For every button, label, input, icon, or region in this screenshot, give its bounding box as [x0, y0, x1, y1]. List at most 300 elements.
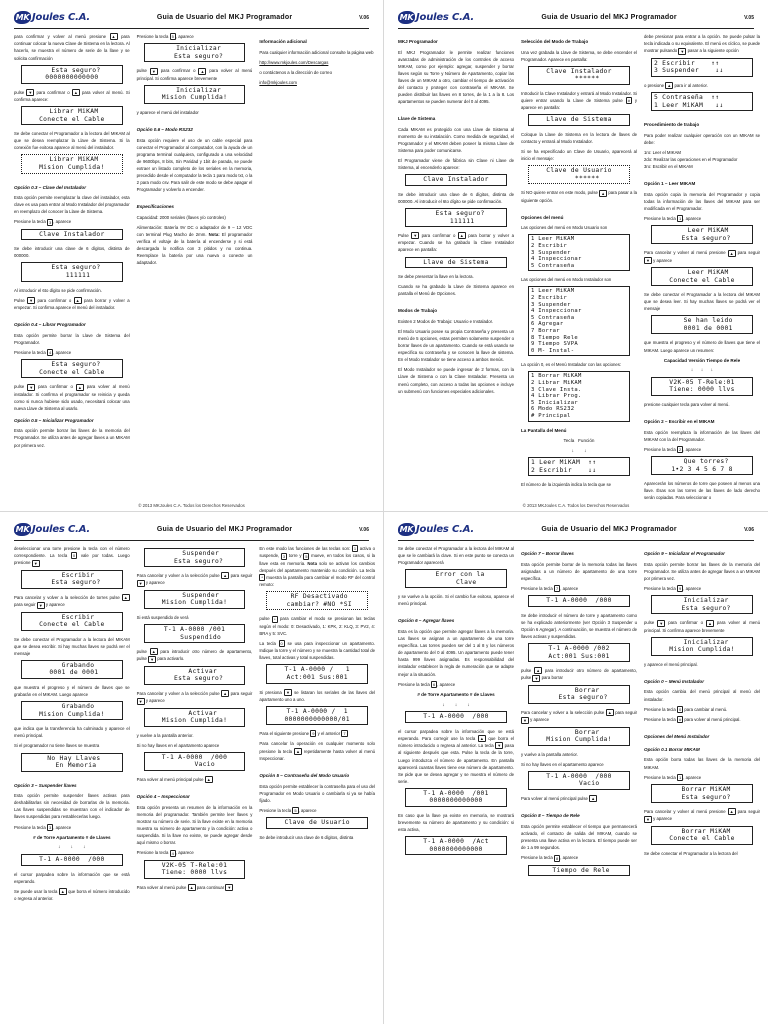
text-run: para volver al menú instalador. Si confirma el programador se reinicia y queda como si nunca hubiese sido usado, necesitará colocar una nueva Llave de Sistema al usarlo. [14, 384, 130, 411]
lcd-display: T-1 A-0000 /002 Act:001 Sus:001 [528, 643, 630, 662]
paragraph [398, 728, 514, 785]
key-down: ▼ [534, 675, 539, 681]
column-1 [398, 33, 514, 497]
text-run: Nota: [208, 232, 220, 237]
key-5: 5 [294, 808, 297, 814]
text-run: , aparece [175, 34, 194, 39]
column-2 [521, 33, 637, 497]
logo-text: Joules C.A. [32, 12, 91, 23]
lcd-display: Grabando Mision Cumplida! [21, 701, 123, 720]
version-label: V.06 [359, 14, 369, 21]
key-0: 0 [280, 641, 283, 647]
key-1: 1 [678, 216, 682, 222]
menu-list-display: 1 Leer MiKAM 2 Escribir 3 Suspender 4 Inspeccionar 5 Contraseña 6 Agregar 7 Borrar 8 Tiempo Rele 9 Tiempo SVPA 0 M- Instal- [528, 286, 630, 356]
key-down: ▼ [151, 68, 156, 74]
paragraph [137, 33, 253, 40]
text-run: En este modo las funciones de las teclas son: [259, 546, 351, 551]
lcd-display: T-1 A-0000 /001 0000000000000 [405, 788, 507, 807]
page-top-left [0, 0, 384, 512]
column-3 [644, 33, 760, 501]
text-run: Para cancelar y volver a la selección pulse [136, 690, 220, 696]
paragraph: Cada MIKAM es protegido con una Llave de Sistema al momento de su instalación. Como medida de seguridad, el Programador y el MIKAM deben poseer la misma Llave de Sistema para poder comunicarse. [398, 126, 514, 154]
paragraph [521, 854, 637, 861]
column-1 [14, 33, 130, 497]
lcd-display: No Hay Llaves En Memoria [21, 753, 123, 772]
logo-badge: MK [399, 525, 414, 534]
paragraph: Las opciones del menú en Modo Instalador son [521, 277, 612, 283]
paragraph: Si se ha especificado un Clave de Usuario, aparecerá al inicio el mensaje: [521, 149, 637, 162]
paragraph: Capacidad: 2000 seriales (llaves y/o controles) [136, 214, 226, 220]
text-run: Presione la tecla [521, 855, 553, 861]
text-run: Para volver al menú pulse [136, 884, 187, 890]
text-run: deseleccionar una torre presione la tecla con el número correspondiente. La tecla [14, 546, 130, 559]
paragraph [644, 249, 760, 264]
key-up: ▲ [479, 736, 484, 742]
paragraph: Esta opción permite reemplazar la clave del instalador, esta clave es usa para entrar al Modo Instalador del programador en reemplazo del conocer la Llave de Sistema. [14, 195, 130, 215]
lcd-display: Suspender Mision Cumplida! [144, 590, 246, 609]
key-up: ▲ [206, 777, 211, 783]
key-7: 7 [555, 586, 559, 592]
text-run: Para volver al menú principal pulse [521, 796, 588, 801]
text-run: , aparece [175, 850, 194, 856]
text-run: activa o suspende, [259, 546, 376, 559]
section-heading: Opción 0.3 – Clave del Instalador [14, 184, 86, 190]
paragraph: que muestra el progreso y el número de llaves que se grabarán en el MIKAM. Luego aparece [14, 685, 130, 698]
text-run: para pasar a la siguiente opción. [521, 190, 637, 203]
text-run: para volver al menú principal. [684, 716, 741, 722]
paragraph [644, 774, 760, 781]
section-heading: Modos de Trabajo [398, 308, 438, 314]
section-heading: Selección del Modo de Trabajo [521, 39, 589, 44]
page-bottom-right [384, 512, 768, 1024]
paragraph: Esta opción permite establecer el tiempo que permanecerá activado, el contacto de salida del MIKAM, cuando se presenta una llave activa en la lectora. El tiempo puede ser de 1 a 99 segundos. [521, 823, 637, 851]
key-4: 4 [48, 350, 52, 356]
paragraph: 1ro: Leer el MIKAM 2do: Realizar las operaciones en el Programador 3ro: Escribir en el MIKAM [644, 149, 738, 169]
paragraph [521, 585, 637, 592]
text-run: para volver al menú principal. Si confirma aparece brevemente [644, 620, 760, 633]
text-run: , aparece [683, 774, 702, 780]
page-header [398, 519, 754, 541]
lcd-display: Activar Esta seguro? [144, 666, 246, 685]
key-up: ▲ [667, 82, 672, 88]
paragraph: El Modo Usuario posee su propia Contraseña y presenta un menú de 5 opciones, estas permiten solamente suspender o borrar llaves de un apartamento. Cuando se está usando se especifica su contraseña y se conocen la llave de sistema. En el Modo Instalador se tiene acceso a ambos menús. [398, 329, 514, 363]
paragraph: Si el programador no tiene llaves se muestra [14, 743, 100, 749]
text-run: para confirmar o [36, 89, 70, 95]
paragraph [14, 297, 130, 311]
text-run: , aparece [560, 855, 579, 861]
paragraph: Se debe introducir el número de torre y apartamento como se ha explicado anteriormente (ver Opción 3 Suspender u Opción 6 Agregar). A continuación, se muestra el número de llaves activas y suspendidas. [521, 612, 637, 639]
text-run: para confirmar o [160, 68, 196, 74]
text-run: para borrar y volver a empezar. Cuando se ha grabado la Clave Instalador aparece en pantalla: [398, 233, 514, 253]
caption: Tecla Función [563, 438, 595, 444]
lcd-display: Llave de Sistema [528, 114, 630, 126]
text-run: Presione la tecla [14, 219, 46, 225]
key-7: 7 [343, 731, 346, 737]
column-2 [521, 545, 637, 1010]
paragraph: y vuelve a la pantalla anterior. [521, 751, 578, 757]
paragraph: Esta opción reemplaza la información de las llaves del MIKAM con la del Programador. [644, 429, 760, 442]
lcd-display: Escribir Esta seguro? [21, 570, 123, 589]
paragraph: Esta opción permite borrar las llaves de la memoria del Programador. Se utiliza antes de agregar llaves a un MIKAM por primera vez. [644, 561, 760, 581]
lcd-display: T-1 A-0000 /Act 0000000000000 [405, 836, 507, 855]
paragraph: Esta opción borra todas las llaves de la memoria del MIKAM. [644, 757, 760, 770]
text-run: , aparece [683, 215, 702, 221]
section-heading: Opción 8 – Tiempo de Rele [521, 813, 580, 819]
email-link[interactable]: info@mkjoules.com [259, 79, 297, 85]
logo-text: Joules C.A. [416, 524, 475, 535]
page-header [14, 7, 369, 29]
text-run: Presione la tecla [644, 585, 676, 591]
paragraph: presione cualquier tecla para volver al menú. [644, 401, 730, 407]
paragraph [14, 594, 130, 609]
text-run: , aparece [560, 585, 579, 591]
paragraph [259, 740, 375, 762]
section-heading: Información adicional [259, 39, 307, 44]
paragraph: El número de la izquierda indica la tecla que se [521, 482, 612, 488]
section-heading: Especificaciones [136, 204, 174, 210]
paragraph [521, 90, 637, 112]
page-footer: © 2013 MKJoules C.A. Todos los Derechos Reservados [138, 503, 245, 508]
text-run: que borra el número introducido o regresa al anterior. La tecla [398, 735, 514, 749]
paragraph [644, 706, 760, 713]
key-up: ▲ [123, 595, 128, 601]
paragraph: Esta opción permite borrar la Llave de Sistema del Programador. [14, 332, 130, 345]
key-3: 3 [282, 553, 286, 559]
text-run: , aparece [53, 824, 72, 830]
text-run: para continuar [196, 884, 225, 890]
mkjoules-logo [398, 11, 474, 24]
text-run: debe presionar para entrar a la opción. Se puede pulsar la tecla indicada o su equivalente. El menú es cíclico, se puede mostrar pulsando [644, 34, 760, 54]
key-down: ▼ [646, 258, 650, 264]
text-run: Alimentación: Batería 9V DC o adaptador de 9 – 12 VDC con terminal Plug Macho de 2mm. [136, 224, 253, 237]
lcd-display: T-1 A-0000 /000 Vacio [144, 752, 246, 771]
paragraph [259, 730, 375, 737]
text-run: pulse [14, 384, 25, 390]
text-run: para seguir [230, 690, 253, 696]
paragraph: Esta opción copia la memoria del Programador y copia todas la información de las llaves del MIKAM para ser modificada en el Programador. [644, 191, 760, 211]
text-run: , aparece [437, 681, 456, 687]
text-run: Presione la tecla [521, 585, 553, 591]
paragraph: Se debe introducir una clave de 6 dígitos, distinta [259, 834, 354, 840]
text-run: Pulse [398, 233, 409, 239]
paragraph: y aparece el menú principal. [644, 661, 698, 667]
lcd-display: T-1 A-0000 /001 Suspendido [144, 624, 246, 643]
mkjoules-logo [398, 523, 474, 536]
key-2: 2 [678, 447, 682, 453]
key-up: ▲ [295, 748, 300, 754]
key-up: ▲ [75, 297, 80, 303]
lcd-display: Clave de Usuario ****** [528, 165, 630, 184]
lcd-display: T-1 A-0000 /000 Vacio [528, 771, 630, 790]
text-run: , aparece [683, 446, 702, 452]
page-bottom-left [0, 512, 384, 1024]
section-heading: Procedimiento de trabajo [644, 122, 700, 128]
text-run: para confirmar y volver al menú presione [14, 34, 106, 39]
text-run: Pulse [14, 297, 25, 303]
page-footer: © 2013 MKJoules C.A. Todos los Derechos Reservados [522, 503, 630, 508]
paragraph [137, 648, 253, 663]
paragraph: y vuelve a la pantalla anterior. [136, 732, 194, 738]
lcd-display: Clave Instalador [21, 229, 123, 241]
key-5: 5 [171, 34, 174, 40]
text-run: Presione la tecla [644, 446, 676, 452]
paragraph: El Modo Instalador se puede ingresar de 2 formas, con la Llave de Sistema o con la Clave Instalador. Presenta un menú completo, con acceso a todas las opciones e incluye un submenú con funciones especiales adicionales. [398, 367, 514, 394]
key-down: ▼ [33, 560, 38, 566]
lcd-display: Clave Instalador ****** [528, 66, 630, 85]
key-up: ▲ [729, 250, 734, 256]
text-run: repetidamente hasta volver al menú Inspeccionar. [259, 748, 375, 761]
text-run: para confirmar o [37, 297, 72, 303]
section-heading: Opción 1 – Leer MIKAM [644, 181, 696, 187]
text-run: Si presiona [259, 689, 282, 695]
logo-text: Joules C.A. [32, 524, 91, 535]
lcd-display: 5 Contraseña ↑↑ 1 Leer MiKAM ↓↓ [651, 92, 753, 111]
paragraph [137, 849, 253, 856]
text-run: y aparece [145, 580, 165, 586]
mkjoules-logo [14, 11, 90, 24]
caption: # de Torre Apartamento # de Llaves [33, 834, 111, 840]
text-run: para cambiar al menú. [684, 706, 728, 712]
section-heading: Opción 0.5 – Inicializar Programador [14, 417, 94, 423]
paragraph: el cursor parpadea sobre la información que se está esperando. [14, 871, 130, 884]
text-run: torre y [288, 553, 302, 559]
paragraph: Si no hay llaves en el apartamento aparece [521, 761, 604, 767]
website-link[interactable]: http://www.mkjoules.com/Descargas [259, 59, 329, 65]
column-2 [137, 545, 253, 1010]
key-down: ▼ [38, 602, 43, 608]
text-run: Para volver al menú principal pulse [136, 776, 204, 782]
caption: # de Torre Apartamento # de Llaves [417, 691, 495, 697]
lcd-display: Borrar MiKAM Conecte el Cable [651, 826, 753, 845]
lcd-display: Librar MiKAM Conecte el Cable [21, 106, 123, 125]
paragraph [644, 716, 760, 723]
paragraph [137, 690, 253, 705]
text-run: y aparece [45, 602, 65, 608]
key-down: ▼ [413, 233, 418, 239]
paragraph: Se debe conectar el Programador a la lectora del [644, 850, 738, 856]
paragraph [259, 545, 375, 588]
section-heading: Llave de Sistema [398, 116, 436, 122]
column-3 [644, 545, 760, 1010]
lcd-display: Inicializar Esta seguro? [144, 43, 246, 62]
paragraph [137, 776, 253, 783]
key-up: ▲ [707, 620, 712, 626]
key-down: ▼ [646, 816, 650, 822]
paragraph [398, 232, 514, 254]
text-run: pasar a la siguiente opción [687, 48, 739, 54]
paragraph: Se debe presentar la llave en la lectora. [398, 274, 474, 280]
lcd-display: Inicializar Mision Cumplida! [144, 85, 246, 104]
text-run: para confirmar o [38, 384, 73, 390]
text-run: para seguir [737, 809, 760, 815]
paragraph [644, 619, 760, 633]
lcd-display: V2K-05 T-Rele:01 Tiene: 0000 llvs [144, 860, 246, 879]
caption-arrows: ↓ ↓ ↓ [58, 844, 86, 850]
text-run: solo se activan los cambios después del apartamento mantenido su condición. La tecla [259, 560, 376, 573]
text-run: y aparece [653, 257, 673, 263]
lcd-display: 2 Escribir ↑↑ 3 Suspender ↓↓ [651, 58, 753, 77]
text-run: Para cancelar y volver al menú presione [644, 250, 726, 256]
paragraph [14, 89, 130, 103]
page-title: Guia de Usuario del MKJ Programador [156, 14, 293, 21]
text-run: La tecla [259, 640, 276, 646]
text-run: Si NO quiere entrar en este modo, pulse [521, 190, 598, 196]
lcd-display: Grabando 0001 de 0001 [21, 660, 123, 679]
paragraph: La opción 0, es el Menú Instalador con las opciones: [521, 362, 622, 368]
lcd-display: T-1 A-0000 /000 [21, 854, 123, 866]
text-run: para cambiar el modo se presionan las teclas según el modo: 0: Desactivado, 1: KPK, 2: KLQ, 3: PV2, 4: BRA y 5: SVC. [259, 616, 376, 636]
text-run: y aparece en pantalla: [521, 97, 637, 111]
paragraph [137, 572, 253, 587]
key-down: ▼ [286, 689, 290, 695]
lcd-display: Borrar Esta seguro? [528, 685, 630, 704]
key-up: ▲ [111, 34, 116, 40]
logo-badge: MK [399, 13, 414, 22]
key-down: ▼ [29, 384, 34, 390]
section-heading: Opción 0.4 – Librar Programador [14, 322, 86, 328]
lcd-display: Inicializar Mision Cumplida! [651, 637, 753, 656]
paragraph [644, 585, 760, 592]
lcd-display: Suspender Esta seguro? [144, 548, 246, 567]
lcd-display: T-1 A-0000 /000 [405, 711, 507, 723]
paragraph [137, 884, 253, 891]
key-down: ▼ [523, 717, 527, 723]
key-down: ▼ [227, 885, 232, 891]
key-0: 0 [72, 553, 76, 559]
lcd-display: V2K-05 T-Rele:01 Tiene: 0000 llvs [651, 377, 753, 396]
version-label: V.05 [744, 14, 754, 21]
paragraph: El MKJ Programador le permite realizar funciones avanzadas de administración de los controles de acceso MIKAM, como por ejemplo: agregar, suspender y borrar llaves según su Torre y Número de Apartamento, copiar las llaves de un MIKAM a otro, cambiar el tiempo de activación del contacto y proteger con contraseña el MIKAM. Se pueden distribuir las llaves en 8 torres, de la 1 a la 8. Los apartamentos se pueden numerar del 0 al 4095. [398, 49, 514, 105]
paragraph: Esta opción presenta un resumen de la información en la memoria del programador. También permite leer llaves y mostrar su número de serie. Si la llave existe en la memoria muestra su número de apartamento y la condición: activa o suspendida. Si la llave no existe, se puede agregar desde aquí mismo o borrar. [136, 804, 253, 846]
key-down: ▼ [150, 656, 155, 662]
paragraph [137, 67, 253, 81]
paragraph: Se debe conectar el Programador a la lectora del MIKAM al que se desea reemplazar la Llave de Sistema. Si la conexión fue exitosa aparece al menú del instalador. [14, 131, 130, 151]
text-run: para seguir [615, 709, 638, 715]
text-run: y el anterior [317, 731, 341, 737]
text-run: Para cancelar y volver a la selección pulse [136, 573, 220, 579]
text-run: Presione la tecla [644, 215, 676, 221]
key-down: ▼ [497, 743, 502, 749]
text-run: para borrar [541, 675, 563, 681]
paragraph: o contáctenos a la dirección de correo [259, 69, 332, 75]
key-up: ▲ [536, 668, 541, 674]
paragraph: Para cualquier información adicional consulte la página web [259, 49, 374, 55]
key-star: * [274, 616, 276, 622]
paragraph: Se debe introducir una clave de 6 dígitos, distinta de 000000. Al introducir el 6to dígito se pide confirmación. [398, 191, 514, 204]
paragraph [14, 33, 130, 62]
menu-list-display: 1 Leer MiKAM 2 Escribir 3 Suspender 4 Inspeccionar 5 Contraseña [528, 234, 630, 271]
text-run: para ir al anterior. [674, 82, 708, 88]
key-down: ▼ [29, 297, 34, 303]
paragraph [259, 615, 375, 637]
section-heading: La Pantalla del Menú [521, 427, 567, 433]
text-run: pulse [259, 616, 270, 622]
paragraph [521, 709, 637, 724]
page-header [14, 519, 369, 541]
column-1 [398, 545, 514, 1010]
paragraph: y se vuelve a la opción. Si el cambio fue exitoso, aparece el menú principal. [398, 594, 514, 607]
logo-badge: MK [15, 525, 30, 534]
lcd-display: Clave Instalador [405, 174, 507, 186]
paragraph: Para poder realizar cualquier operación con un MIKAM se debe: [644, 132, 760, 145]
paragraph: En caso que la llave ya existe en memoria, se mostrará brevemente su número de apartamento y su condición: si esta activa, [398, 812, 514, 833]
paragraph: Esta opción permite suspender llaves activas para deshabilitarlas sin necesidad de borrarlas de la memoria. Las llaves suspendidas se muestran con el indicador de llaves suspendidas para restablecerlas luego. [14, 793, 130, 820]
text-run: , aparece [53, 349, 72, 355]
text-run: Para cancelar la operación en cualquier momento solo presione la tecla [259, 741, 376, 754]
text-run: el cursor parpadea sobre la información que se está esperando. Para corregir use la tecla [398, 728, 514, 741]
paragraph: Esta opción permite establecer la contraseña para el uso del Programador en Modo Usuario o cambiarla si ya se había fijado. [259, 783, 376, 803]
paragraph [137, 224, 253, 266]
text-run: que borra el número introducido o regresa al anterior. [14, 888, 130, 902]
text-run: pulse [521, 668, 532, 674]
paragraph: Si no hay llaves en el apartamento aparece [136, 742, 220, 748]
lcd-display: Activar Mision Cumplida! [144, 708, 246, 727]
text-run: Presione la tecla [14, 349, 46, 355]
paragraph: que indica que la transferencia ha culminado y aparece el menú principal. [14, 726, 130, 739]
caption: Capacidad Versión Tiempo de Rele [663, 357, 741, 363]
section-heading: Opción 2 – Escribir en el MIKAM [644, 418, 715, 424]
text-run: para seguir [230, 573, 253, 579]
text-run: mueve, en todos los casos, si la llave esta en memoria. [259, 553, 376, 566]
paragraph: Se debe conectar el Programador a la lectora del MIKAM que se desea leer. Si hay muchas llaves se podrá ver el mensaje [644, 292, 760, 312]
paragraph: El Programador viene de fábrica sin Clave ni Llave de Sistema, al encenderlo aparece: [398, 158, 514, 171]
text-run: Nota [307, 560, 317, 566]
text-run: Para cancelar y volver al menú presione [644, 809, 726, 815]
paragraph [644, 808, 760, 823]
text-run: Presione la tecla [136, 850, 169, 856]
paragraph [259, 807, 375, 814]
paragraph [14, 545, 130, 567]
text-run: Presione la tecla [14, 824, 46, 830]
key-down: ▼ [659, 620, 664, 626]
page-title: Guia de Usuario del MKJ Programador [541, 14, 677, 21]
column-2 [137, 33, 253, 497]
key-down: ▼ [680, 48, 685, 54]
key-5: 5 [305, 553, 308, 559]
paragraph [521, 189, 637, 203]
lcd-display: Se han leido 0001 de 0001 [651, 315, 753, 334]
paragraph [259, 689, 375, 703]
paragraph [14, 824, 130, 831]
lcd-display: T-1 A-0000 /000 [528, 595, 630, 607]
section-heading: Opciones del Menú Instalador [644, 734, 710, 740]
lcd-display: T-1 A-0000 / 1 Act:001 Sus:001 [266, 664, 368, 683]
text-run: y aparece [653, 816, 673, 822]
text-run: para confirmar o [421, 233, 456, 239]
page-title: Guia de Usuario del MKJ Programador [156, 526, 293, 533]
text-run: , aparece [53, 219, 72, 225]
paragraph: Se debe conectar el Programador a la lectora del MIKAM que se desea escribir. Si hay muchas llaves se podrá ver el mensaje [14, 636, 130, 656]
paragraph [644, 82, 760, 89]
key-3: 3 [48, 824, 52, 830]
key-up: ▲ [601, 190, 606, 196]
paragraph: Esta opción permite borrar las llaves de la memoria del Programador. Se utiliza antes de agregar llaves a un MIKAM por primera vez. [14, 428, 130, 448]
lcd-display: Error con la Clave [405, 569, 507, 588]
section-heading: Opción 5 – Contraseña del Modo Usuario [259, 772, 350, 778]
key-up: ▲ [729, 809, 734, 815]
key-up: ▲ [223, 691, 228, 697]
lcd-display: RF Desactivado cambiar? #NO *SI [266, 591, 368, 610]
paragraph: Esta opción requiere el uso de un cable especial para conectar el Programador al computador, con la ayuda de un programa terminal cualquiera, configurado a una velocidad de 9600bps, 8 bits, Sin Paridad y 1bit de parada, se puede extraer un listado completo de los seriales en la memoria, precedido desde el computador la tecla 1 para modo txt, o la 2 para modo csv. Para salir de este modo se debe apagar el Programador y volverlo a encender. [136, 137, 253, 193]
text-run: para seguir [14, 602, 36, 608]
text-run: se listaran los seriales de las llaves del apartamento uno a uno. [259, 689, 376, 702]
text-run: para borrar y volver a empezar. Si confirma aparece el menú del instalador. [14, 297, 130, 310]
key-up: ▲ [591, 796, 596, 802]
lcd-display: Esta seguro? 111111 [405, 208, 507, 227]
paragraph: Esta opción permite borrar de la memoria todas las llaves asignadas a un número de apartamento de una torre específica. [521, 561, 637, 581]
text-run: , aparece [683, 585, 702, 591]
paragraph: Una vez grabada la Llave de Sistema, se debe encender el Programador. Aparece en pantalla: [521, 49, 637, 62]
